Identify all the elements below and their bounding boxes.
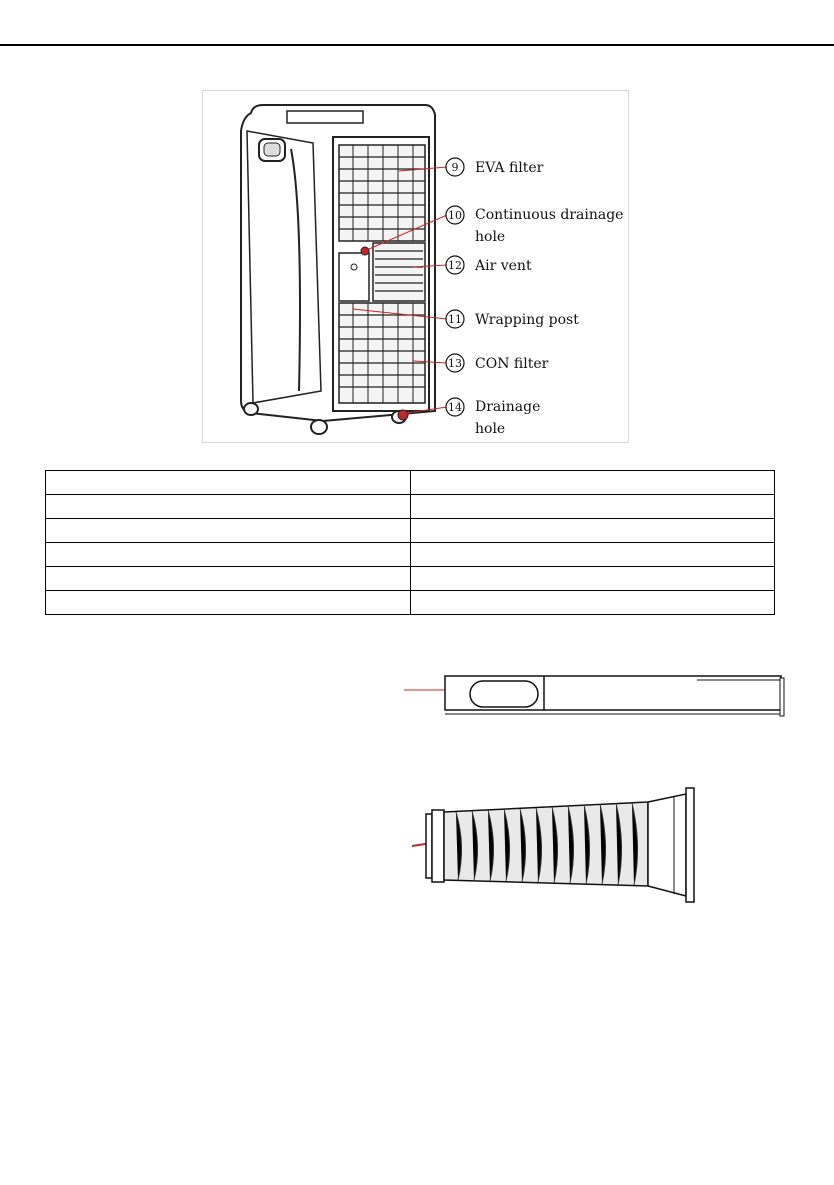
callout-label-air-vent: Air vent xyxy=(475,258,532,274)
table-cell xyxy=(410,519,775,543)
exhaust-hose-illustration xyxy=(412,780,712,910)
callout-label-eva-filter: EVA filter xyxy=(475,160,544,176)
callout-label-drainage: Drainage xyxy=(475,399,541,415)
table-cell xyxy=(46,567,411,591)
callout-number-13: 13 xyxy=(448,357,462,370)
table-row xyxy=(46,567,775,591)
eva-filter-grille xyxy=(339,145,425,241)
table-row xyxy=(46,495,775,519)
callout-number-14: 14 xyxy=(448,401,462,414)
window-slider-illustration xyxy=(404,672,788,720)
table-row xyxy=(46,471,775,495)
air-conditioner-rear-illustration xyxy=(203,91,628,442)
header-rule xyxy=(0,44,834,46)
table-cell xyxy=(46,471,411,495)
table-cell xyxy=(46,495,411,519)
table-row xyxy=(46,519,775,543)
callout-label-continuous-drainage-line2: hole xyxy=(475,229,506,245)
table-cell xyxy=(410,543,775,567)
callout-label-wrapping-post: Wrapping post xyxy=(475,312,579,328)
callout-label-drainage-line2: hole xyxy=(475,421,506,437)
callout-label-con-filter: CON filter xyxy=(475,356,549,372)
callout-number-11: 11 xyxy=(448,313,462,326)
table-cell xyxy=(46,591,411,615)
con-filter-grille xyxy=(339,303,425,403)
table-row xyxy=(46,543,775,567)
table-cell xyxy=(410,471,775,495)
table-cell xyxy=(410,495,775,519)
table-cell xyxy=(46,519,411,543)
table-cell xyxy=(410,567,775,591)
table-row xyxy=(46,591,775,615)
table-cell xyxy=(410,591,775,615)
callout-number-10: 10 xyxy=(448,209,462,222)
callout-number-12: 12 xyxy=(448,259,462,272)
callout-label-continuous-drainage: Continuous drainage xyxy=(475,207,624,223)
table-cell xyxy=(46,543,411,567)
callout-number-9: 9 xyxy=(451,161,459,174)
rear-view-diagram xyxy=(202,90,629,443)
parts-table xyxy=(45,470,775,615)
